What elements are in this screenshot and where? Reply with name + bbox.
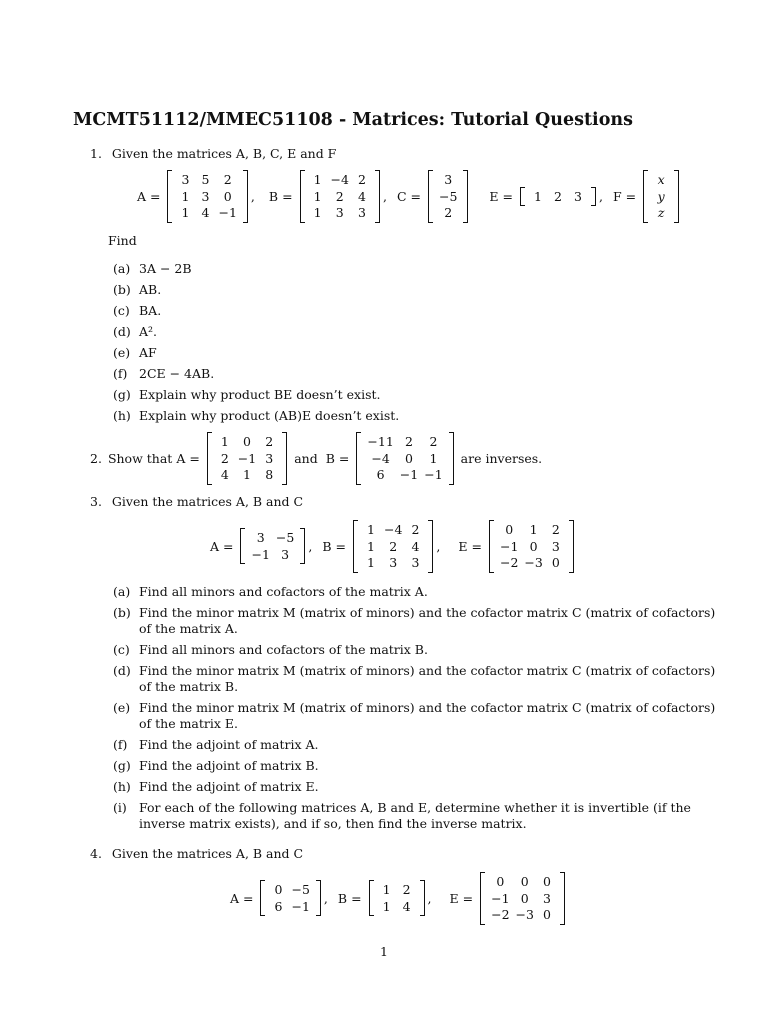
matrix-cell: −3 [515,907,534,922]
matrix-cell: 0 [243,434,251,449]
comma: , [323,890,328,906]
matrix-cell: 2 [358,172,366,187]
matrix-cells [485,872,560,925]
matrix-cell: −5 [438,188,458,204]
matrix-cells [361,432,448,485]
matrix-cell: 5 [201,172,210,187]
matrix-cell: −4 [330,172,349,187]
list-item [113,366,399,382]
matrix-cell: 2 [265,434,274,449]
matrix-right-bracket [569,520,574,573]
matrix-cell: 2 [444,205,453,220]
matrix-cell: −1 [424,467,443,482]
q4-intro-text: Given the matrices A, B and C [111,846,304,861]
q2-number: 2. [90,450,102,466]
item-text-continued: inverse matrix exists), and if so, then find the inverse matrix. [139,816,527,831]
q1-matrix-b [300,170,380,223]
item-label: (a) [113,261,131,276]
matrix-cell: 1 [529,522,538,537]
q3-label-e: E = [458,538,482,554]
matrix-cell: 0 [529,538,538,554]
item-text-block [139,408,399,424]
matrix-cells [358,520,428,573]
item-text-block [139,303,161,319]
matrix-cell: 0 [496,874,505,889]
matrix-right-bracket [300,528,305,564]
item-label: (i) [113,800,127,815]
q1-matrix-c [428,170,468,223]
list-item [113,779,715,795]
q1-matrix-a [167,170,247,223]
matrix-cell: 3 [256,530,265,546]
q4-matrices [226,872,568,925]
matrix-cell: 0 [274,882,283,898]
q3-label-a: A = [210,538,234,554]
q2-matrix-b [356,432,453,485]
matrix-cells [245,528,300,564]
matrix-cell: 0 [223,188,232,204]
matrix-right-bracket [243,170,248,223]
matrix-cells [265,880,315,916]
q3-items [113,584,715,837]
matrix-cell: −1 [291,898,310,914]
q3-number: 3. [90,494,102,509]
q3-matrix-a [240,528,305,564]
q3-matrices [206,520,577,573]
matrix-cell: −2 [499,555,519,570]
q2-mid-text: and [294,450,318,466]
matrix-cell: 0 [543,907,551,922]
q1-label-c: C = [396,188,421,204]
item-text-block [139,779,319,795]
item-text: Find the minor matrix M (matrix of minors) and the cofactor matrix C (matrix of cofactors) [139,605,716,620]
item-text-block [139,737,319,753]
q2-post-text: are inverses. [460,450,543,466]
item-label: (b) [113,605,131,620]
item-text: A². [139,324,158,339]
matrix-cell: 0 [551,555,560,570]
matrix-cell: z [657,205,665,220]
matrix-cell: 1 [382,898,391,914]
matrix-cell: 8 [265,467,274,482]
list-item [113,605,715,637]
q4-matrix-b [369,880,425,916]
matrix-cell: y [657,188,665,204]
item-text: 3A − 2B [139,261,192,276]
matrix-right-bracket [316,880,321,916]
matrix-cell: 6 [376,467,385,482]
item-label: (e) [113,345,131,360]
q1-intro [90,146,336,162]
matrix-cell: 2 [220,450,229,466]
matrix-cell: −1 [251,546,270,562]
matrix-cell: 1 [534,188,542,204]
item-text: Explain why product (AB)E doesn’t exist. [139,408,400,423]
item-text: Find the adjoint of matrix E. [139,779,319,794]
item-text-continued: of the matrix B. [139,679,239,694]
matrix-cells [525,187,591,207]
item-text-block [139,366,214,382]
matrix-cell: 0 [405,450,413,466]
q4-number: 4. [90,846,102,861]
matrix-cell: 1 [181,205,190,220]
matrix-cell: −1 [218,205,237,220]
matrix-cell: 1 [367,555,375,570]
item-label: (g) [113,387,131,402]
matrix-cell: 3 [543,890,551,906]
matrix-cell: 3 [358,205,366,220]
matrix-right-bracket [463,170,468,223]
matrix-cell: 2 [429,434,438,449]
matrix-cells [648,170,674,223]
matrix-cell: 2 [223,172,232,187]
q2-label-a: A = [176,450,200,466]
matrix-cell: 2 [402,882,411,898]
q4-label-e: E = [449,890,474,906]
q2-statement [90,432,546,485]
matrix-cell: 1 [429,450,438,466]
matrix-cell: 1 [313,172,322,187]
q3-intro [90,494,303,510]
q4-label-a: A = [230,890,254,906]
item-text: 2CE − 4AB. [139,366,215,381]
item-label: (d) [113,324,131,339]
matrix-cell: 1 [382,882,391,898]
item-text-block [139,261,192,277]
matrix-cell: −1 [399,467,419,482]
q1-label-b: B = [268,188,293,204]
matrix-cell: 1 [220,434,229,449]
item-text-block [139,282,161,298]
q1-intro-text: Given the matrices A, B, C, E and F [111,146,337,161]
matrix-cell: −5 [291,882,310,898]
q1-matrix-f [643,170,679,223]
item-text-block [139,700,715,732]
item-text-continued: of the matrix A. [139,621,238,636]
matrix-cell: 0 [520,874,529,889]
q1-matrix-e [520,187,596,207]
matrix-cell: 4 [358,188,366,204]
matrix-cell: 4 [402,898,411,914]
matrix-cell: 2 [405,434,413,449]
item-label: (f) [113,366,128,381]
matrix-cell: −1 [237,450,257,466]
item-text-block [139,800,691,832]
matrix-right-bracket [591,187,596,207]
item-text: For each of the following matrices A, B and E, determine whether it is invertible (if the [139,800,691,815]
matrix-cell: −1 [499,538,519,554]
q4-intro [90,846,303,862]
q1-number: 1. [90,146,102,161]
matrix-right-bracket [428,520,433,573]
matrix-cells [172,170,242,223]
comma: , [382,188,387,204]
matrix-cell: −4 [383,522,403,537]
list-item [113,303,399,319]
q3-matrix-e [489,520,574,573]
matrix-cells [212,432,282,485]
item-text: Find all minors and cofactors of the matrix B. [139,642,428,657]
matrix-cell: x [657,172,665,187]
matrix-cell: 3 [281,546,290,562]
list-item [113,800,715,832]
q1-find: Find [108,233,137,248]
q1-label-e: E = [489,188,513,204]
matrix-cells [374,880,420,916]
matrix-cell: 3 [181,172,190,187]
comma: , [427,890,432,906]
matrix-cell: 3 [201,188,210,204]
item-label: (h) [113,779,131,794]
matrix-cell: 3 [444,172,453,187]
comma: , [250,188,255,204]
q4-matrix-a [260,880,320,916]
matrix-cells [433,170,463,223]
matrix-cell: 2 [411,522,420,537]
item-text-block [139,324,157,340]
matrix-cells [494,520,569,573]
item-text-block [139,605,715,637]
matrix-right-bracket [420,880,425,916]
item-text-block [139,345,157,361]
matrix-cell: −11 [367,434,394,449]
matrix-cell: 1 [181,188,190,204]
q4-label-b: B = [337,890,362,906]
q1-label-a: A = [137,188,161,204]
q1-items [113,261,399,429]
item-text: AF [139,345,157,360]
matrix-cell: 1 [313,188,322,204]
matrix-cell: 1 [367,522,375,537]
matrix-right-bracket [674,170,679,223]
item-text: Find the adjoint of matrix B. [139,758,319,773]
list-item [113,282,399,298]
item-text-continued: of the matrix E. [139,716,238,731]
matrix-right-bracket [560,872,565,925]
matrix-cell: 2 [551,522,560,537]
matrix-cell: 4 [220,467,229,482]
matrix-cell: −4 [371,450,390,466]
q2-matrix-a [207,432,287,485]
item-text-block [139,584,428,600]
matrix-cell: 0 [520,890,529,906]
q2-pre-text: Show that [107,450,173,466]
page-number: 1 [380,944,388,959]
q1-label-f: F = [612,188,637,204]
matrix-cell: 3 [411,555,420,570]
item-text-block [139,758,319,774]
q4-matrix-e [480,872,565,925]
item-text-block [139,387,381,403]
matrix-cell: 6 [274,898,283,914]
matrix-cell: 1 [313,205,322,220]
item-text: Find the adjoint of matrix A. [139,737,319,752]
q3-label-b: B = [322,538,346,554]
matrix-cell: 3 [335,205,344,220]
item-text-block [139,642,428,658]
matrix-cell: −1 [491,890,510,906]
list-item [113,584,715,600]
item-text: Explain why product BE doesn’t exist. [139,387,381,402]
comma: , [436,538,441,554]
item-label: (c) [113,642,130,657]
q2-label-b: B = [325,450,350,466]
list-item [113,700,715,732]
item-label: (h) [113,408,131,423]
item-label: (c) [113,303,130,318]
item-label: (d) [113,663,131,678]
matrix-cell: −3 [524,555,543,570]
matrix-cell: 3 [574,188,582,204]
item-text: Find all minors and cofactors of the matrix A. [139,584,428,599]
item-text: AB. [139,282,162,297]
q3-matrix-b [353,520,433,573]
matrix-right-bracket [449,432,454,485]
page-title: MCMT51112/MMEC51108 - Matrices: Tutorial Questions [73,110,633,130]
matrix-cell: −2 [491,907,510,922]
item-text: Find the minor matrix M (matrix of minors) and the cofactor matrix C (matrix of cofactors) [139,700,716,715]
list-item [113,345,399,361]
item-label: (a) [113,584,131,599]
item-label: (f) [113,737,128,752]
list-item [113,261,399,277]
matrix-cells [305,170,375,223]
q1-matrices [133,170,682,223]
q3-intro-text: Given the matrices A, B and C [111,494,304,509]
list-item [113,737,715,753]
matrix-cell: 4 [411,538,420,554]
matrix-cell: 2 [389,538,398,554]
matrix-cell: 0 [543,874,551,889]
matrix-cell: 3 [551,538,560,554]
matrix-cell: 3 [389,555,398,570]
item-label: (e) [113,700,131,715]
list-item [113,324,399,340]
item-text: Find the minor matrix M (matrix of minors) and the cofactor matrix C (matrix of cofactors) [139,663,716,678]
matrix-cell: −5 [275,530,295,546]
matrix-cell: 3 [265,450,274,466]
comma: , [308,538,313,554]
list-item [113,663,715,695]
list-item [113,758,715,774]
matrix-cell: 2 [554,188,562,204]
item-text-block [139,663,715,695]
item-label: (b) [113,282,131,297]
matrix-right-bracket [282,432,287,485]
matrix-cell: 0 [505,522,514,537]
list-item [113,387,399,403]
item-label: (g) [113,758,131,773]
list-item [113,642,715,658]
matrix-cell: 1 [243,467,251,482]
matrix-cell: 2 [335,188,344,204]
list-item [113,408,399,424]
matrix-cell: 4 [201,205,210,220]
matrix-right-bracket [375,170,380,223]
matrix-cell: 1 [367,538,375,554]
item-text: BA. [139,303,162,318]
comma: , [599,188,603,204]
